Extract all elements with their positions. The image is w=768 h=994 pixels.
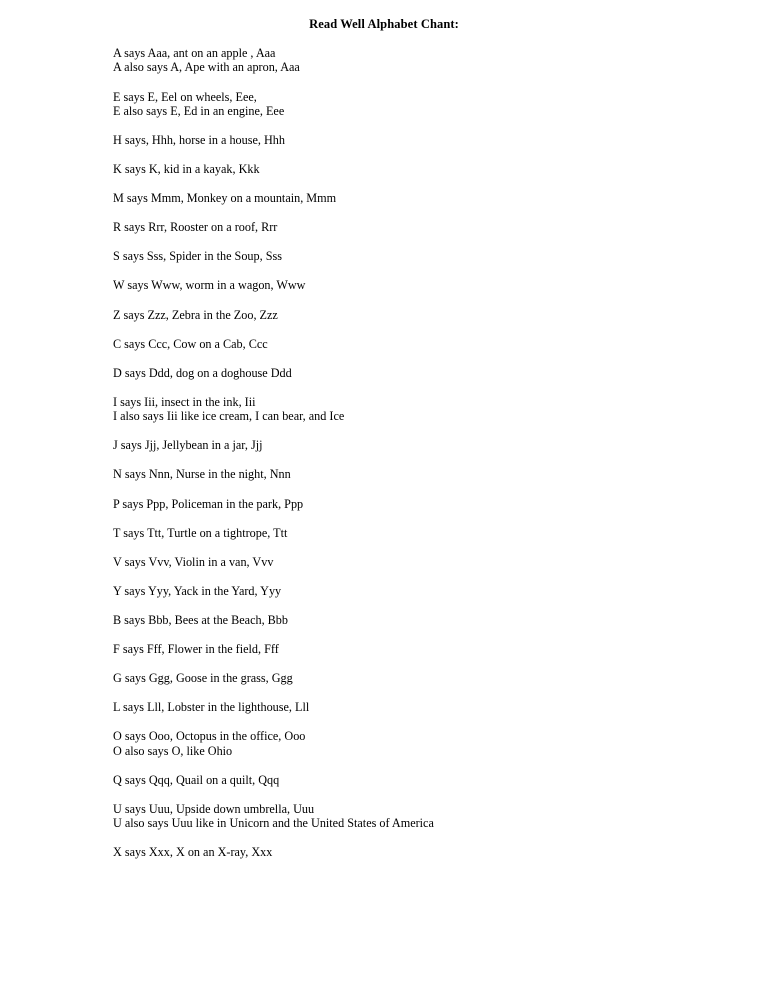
chant-stanza xyxy=(113,249,733,263)
chant-stanza xyxy=(113,337,733,351)
chant-line: O also says O, like Ohio xyxy=(113,743,233,758)
chant-stanza xyxy=(113,220,733,234)
chant-stanza xyxy=(113,467,733,481)
chant-stanza xyxy=(113,395,733,424)
chant-stanza xyxy=(113,308,733,322)
chant-line: T says Ttt, Turtle on a tightrope, Ttt xyxy=(113,525,288,540)
chant-stanza xyxy=(113,526,733,540)
chant-stanza xyxy=(113,671,733,685)
chant-stanza xyxy=(113,278,733,292)
document-title: Read Well Alphabet Chant: xyxy=(309,17,459,31)
chant-line: U says Uuu, Upside down umbrella, Uuu xyxy=(113,801,315,816)
chant-line: D says Ddd, dog on a doghouse Ddd xyxy=(113,365,292,380)
chant-line: S says Sss, Spider in the Soup, Sss xyxy=(113,249,282,264)
chant-stanza xyxy=(113,700,733,714)
chant-line: B says Bbb, Bees at the Beach, Bbb xyxy=(113,612,288,627)
chant-stanza xyxy=(113,584,733,598)
chant-stanza xyxy=(113,162,733,176)
chant-stanza xyxy=(113,366,733,380)
chant-line: I says Iii, insect in the ink, Iii xyxy=(113,394,256,409)
chant-line: A also says A, Ape with an apron, Aaa xyxy=(113,60,300,75)
chant-line: I also says Iii like ice cream, I can bear, and Ice xyxy=(113,409,345,424)
chant-line: A says Aaa, ant on an apple , Aaa xyxy=(113,46,276,60)
chant-line: P says Ppp, Policeman in the park, Ppp xyxy=(113,496,304,511)
chant-line: X says Xxx, X on an X-ray, Xxx xyxy=(113,845,273,860)
chant-stanza xyxy=(113,90,733,119)
chant-line: M says Mmm, Monkey on a mountain, Mmm xyxy=(113,191,337,206)
chant-stanza xyxy=(113,802,733,831)
chant-stanza xyxy=(113,729,733,758)
chant-line: U also says Uuu like in Unicorn and the United States of America xyxy=(113,816,434,831)
chant-line: E also says E, Ed in an engine, Eee xyxy=(113,103,285,118)
chant-stanza xyxy=(113,46,733,75)
chant-line: H says, Hhh, horse in a house, Hhh xyxy=(113,133,285,147)
chant-stanza xyxy=(113,497,733,511)
chant-stanza xyxy=(113,191,733,205)
chant-line: Y says Yyy, Yack in the Yard, Yyy xyxy=(113,583,282,598)
chant-line: L says Lll, Lobster in the lighthouse, Lll xyxy=(113,700,310,715)
chant-line: K says K, kid in a kayak, Kkk xyxy=(113,162,260,177)
chant-line: O says Ooo, Octopus in the office, Ooo xyxy=(113,729,306,744)
chant-line: R says Rrr, Rooster on a roof, Rrr xyxy=(113,220,278,235)
chant-line: E says E, Eel on wheels, Eee, xyxy=(113,89,257,104)
chant-line: Z says Zzz, Zebra in the Zoo, Zzz xyxy=(113,307,278,322)
chant-line: F says Fff, Flower in the field, Fff xyxy=(113,642,279,656)
chant-line: W says Www, worm in a wagon, Www xyxy=(113,278,306,293)
chant-line: J says Jjj, Jellybean in a jar, Jjj xyxy=(113,438,263,453)
chant-stanza xyxy=(113,845,733,859)
chant-stanza xyxy=(113,555,733,569)
chant-line: V says Vvv, Violin in a van, Vvv xyxy=(113,554,274,569)
chant-line: C says Ccc, Cow on a Cab, Ccc xyxy=(113,336,268,351)
chant-stanza xyxy=(113,438,733,452)
chant-list xyxy=(113,46,733,874)
chant-stanza xyxy=(113,613,733,627)
chant-stanza xyxy=(113,133,733,147)
chant-stanza xyxy=(113,773,733,787)
chant-line: N says Nnn, Nurse in the night, Nnn xyxy=(113,467,291,482)
chant-stanza xyxy=(113,642,733,656)
chant-line: G says Ggg, Goose in the grass, Ggg xyxy=(113,671,293,686)
chant-line: Q says Qqq, Quail on a quilt, Qqq xyxy=(113,772,280,787)
